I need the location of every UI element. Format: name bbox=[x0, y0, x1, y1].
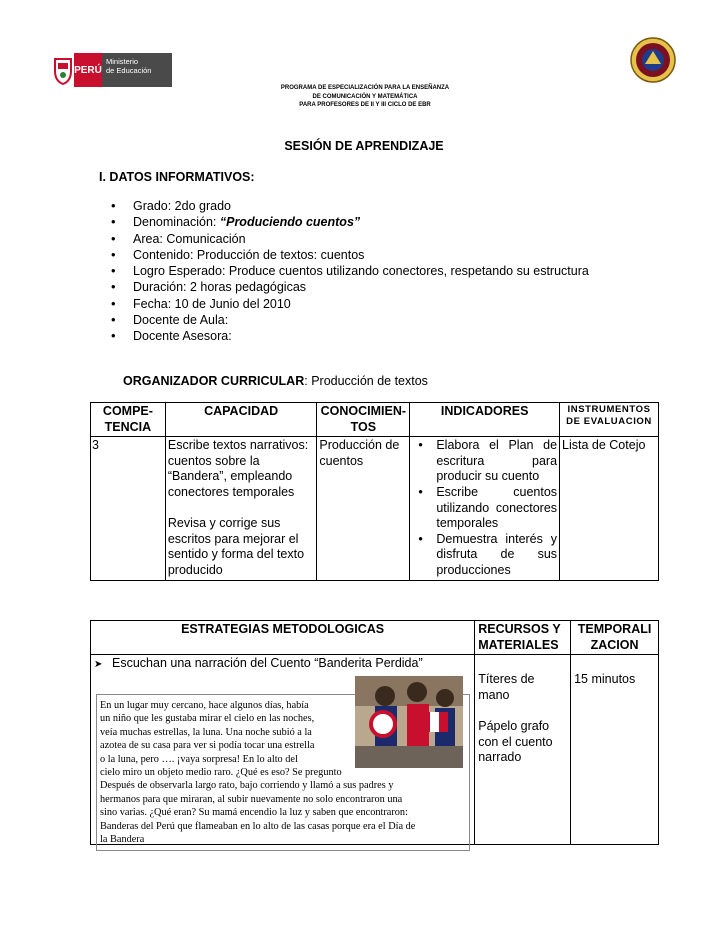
list-item: • Docente Asesora: bbox=[108, 328, 589, 344]
header-capacidad: CAPACIDAD bbox=[165, 403, 317, 437]
program-line-1: PROGRAMA DE ESPECIALIZACIÓN PARA LA ENSEÑANZA bbox=[280, 85, 450, 91]
organizer-title: ORGANIZADOR CURRICULAR: Producción de textos bbox=[123, 374, 428, 388]
header-instrumentos: INSTRUMENTOS DE EVALUACION bbox=[560, 403, 659, 437]
header-recursos: RECURSOS Y MATERIALES bbox=[475, 621, 571, 655]
story-text bbox=[100, 699, 466, 846]
curricular-table bbox=[90, 402, 659, 581]
logo-ministry-label: Ministerio de Educación bbox=[102, 53, 172, 87]
list-item: • Elabora el Plan de escritura para producir su cuento bbox=[412, 438, 557, 485]
story-line: o la luna, pero …. ¡vaya sorpresa! En lo alto del bbox=[100, 753, 298, 765]
university-seal-icon bbox=[630, 37, 676, 83]
page-title: SESIÓN DE APRENDIZAJE bbox=[284, 139, 444, 153]
header-competencia: COMPE- TENCIA bbox=[91, 403, 166, 437]
table-header-row bbox=[91, 403, 659, 437]
list-item: • Contenido: Producción de textos: cuentos bbox=[108, 247, 589, 263]
list-item: • Area: Comunicación bbox=[108, 231, 589, 247]
cell-indicadores bbox=[410, 437, 560, 580]
list-item: • Demuestra interés y disfruta de sus producciones bbox=[412, 532, 557, 579]
ministry-logo bbox=[52, 53, 172, 87]
arrow-bullet-icon: ➤ bbox=[94, 659, 103, 671]
header-conocimientos: CONOCIMIEN- TOS bbox=[317, 403, 410, 437]
story-line: la Bandera bbox=[100, 834, 145, 846]
cell-competencia: 3 bbox=[91, 437, 166, 580]
story-line: Después de observarla largo rato, bajo corriendo y llamó a sus padres y bbox=[100, 780, 394, 792]
story-line: cielo miro un objeto medio raro. ¿Qué es eso? Se pregunto bbox=[100, 767, 342, 779]
story-line: un niño que les gustaba mirar el cielo en las noches, bbox=[100, 713, 315, 725]
story-line: hermanos para que miraran, al subir nuevamente no solo encontraron una bbox=[100, 793, 403, 805]
logo-peru-label: PERÚ bbox=[74, 53, 102, 87]
list-item: • Denominación: “Produciendo cuentos” bbox=[108, 214, 589, 230]
cell-conocimientos: Producción de cuentos bbox=[317, 437, 410, 580]
story-line: veía muchas estrellas, la luna. Una noche subió a la bbox=[100, 726, 312, 738]
cell-temporalizacion: 15 minutos bbox=[571, 655, 659, 845]
section-title-datos: I. DATOS INFORMATIVOS: bbox=[99, 170, 255, 184]
activity-item: ➤ Escuchan una narración del Cuento “Banderita Perdida” bbox=[94, 656, 471, 673]
table-row bbox=[91, 437, 659, 580]
cell-instrumentos: Lista de Cotejo bbox=[560, 437, 659, 580]
story-line: En un lugar muy cercano, hace algunos días, había bbox=[100, 700, 309, 711]
header-estrategias: ESTRATEGIAS METODOLOGICAS bbox=[91, 621, 475, 655]
list-item: • Grado: 2do grado bbox=[108, 198, 589, 214]
table-header-row bbox=[91, 621, 659, 655]
list-item: • Duración: 2 horas pedagógicas bbox=[108, 279, 589, 295]
list-item: • Logro Esperado: Produce cuentos utilizando conectores, respetando su estructura bbox=[108, 263, 589, 279]
program-line-2: DE COMUNICACIÓN Y MATEMÁTICA bbox=[312, 93, 418, 100]
cell-capacidad: Escribe textos narrativos: cuentos sobre la “Bandera”, empleando conectores temporales Revisa y corrige sus escritos para mejorar el sentido y forma del texto producido bbox=[165, 437, 317, 580]
cell-recursos: Títeres de mano Pápelo grafo con el cuento narrado bbox=[475, 655, 571, 845]
list-item: • Escribe cuentos utilizando conectores temporales bbox=[412, 485, 557, 532]
list-item: • Docente de Aula: bbox=[108, 312, 589, 328]
story-line: Banderas del Perú que flameaban en lo alto de las casas porque era el Día de bbox=[100, 820, 416, 832]
story-line: sino varias. ¿Qué eran? Su mamá encendio la luz y saben que encontraron: bbox=[100, 807, 408, 819]
header-indicadores: INDICADORES bbox=[410, 403, 560, 437]
header-temporalizacion: TEMPORALI ZACION bbox=[571, 621, 659, 655]
program-header bbox=[240, 84, 490, 110]
program-line-3: PARA PROFESORES DE II Y III CICLO DE EBR bbox=[299, 102, 431, 108]
data-list bbox=[108, 198, 589, 345]
coat-of-arms-icon bbox=[52, 55, 74, 85]
story-line: azotea de su casa para ver si podía tocar una estrella bbox=[100, 740, 315, 752]
list-item: • Fecha: 10 de Junio del 2010 bbox=[108, 296, 589, 312]
